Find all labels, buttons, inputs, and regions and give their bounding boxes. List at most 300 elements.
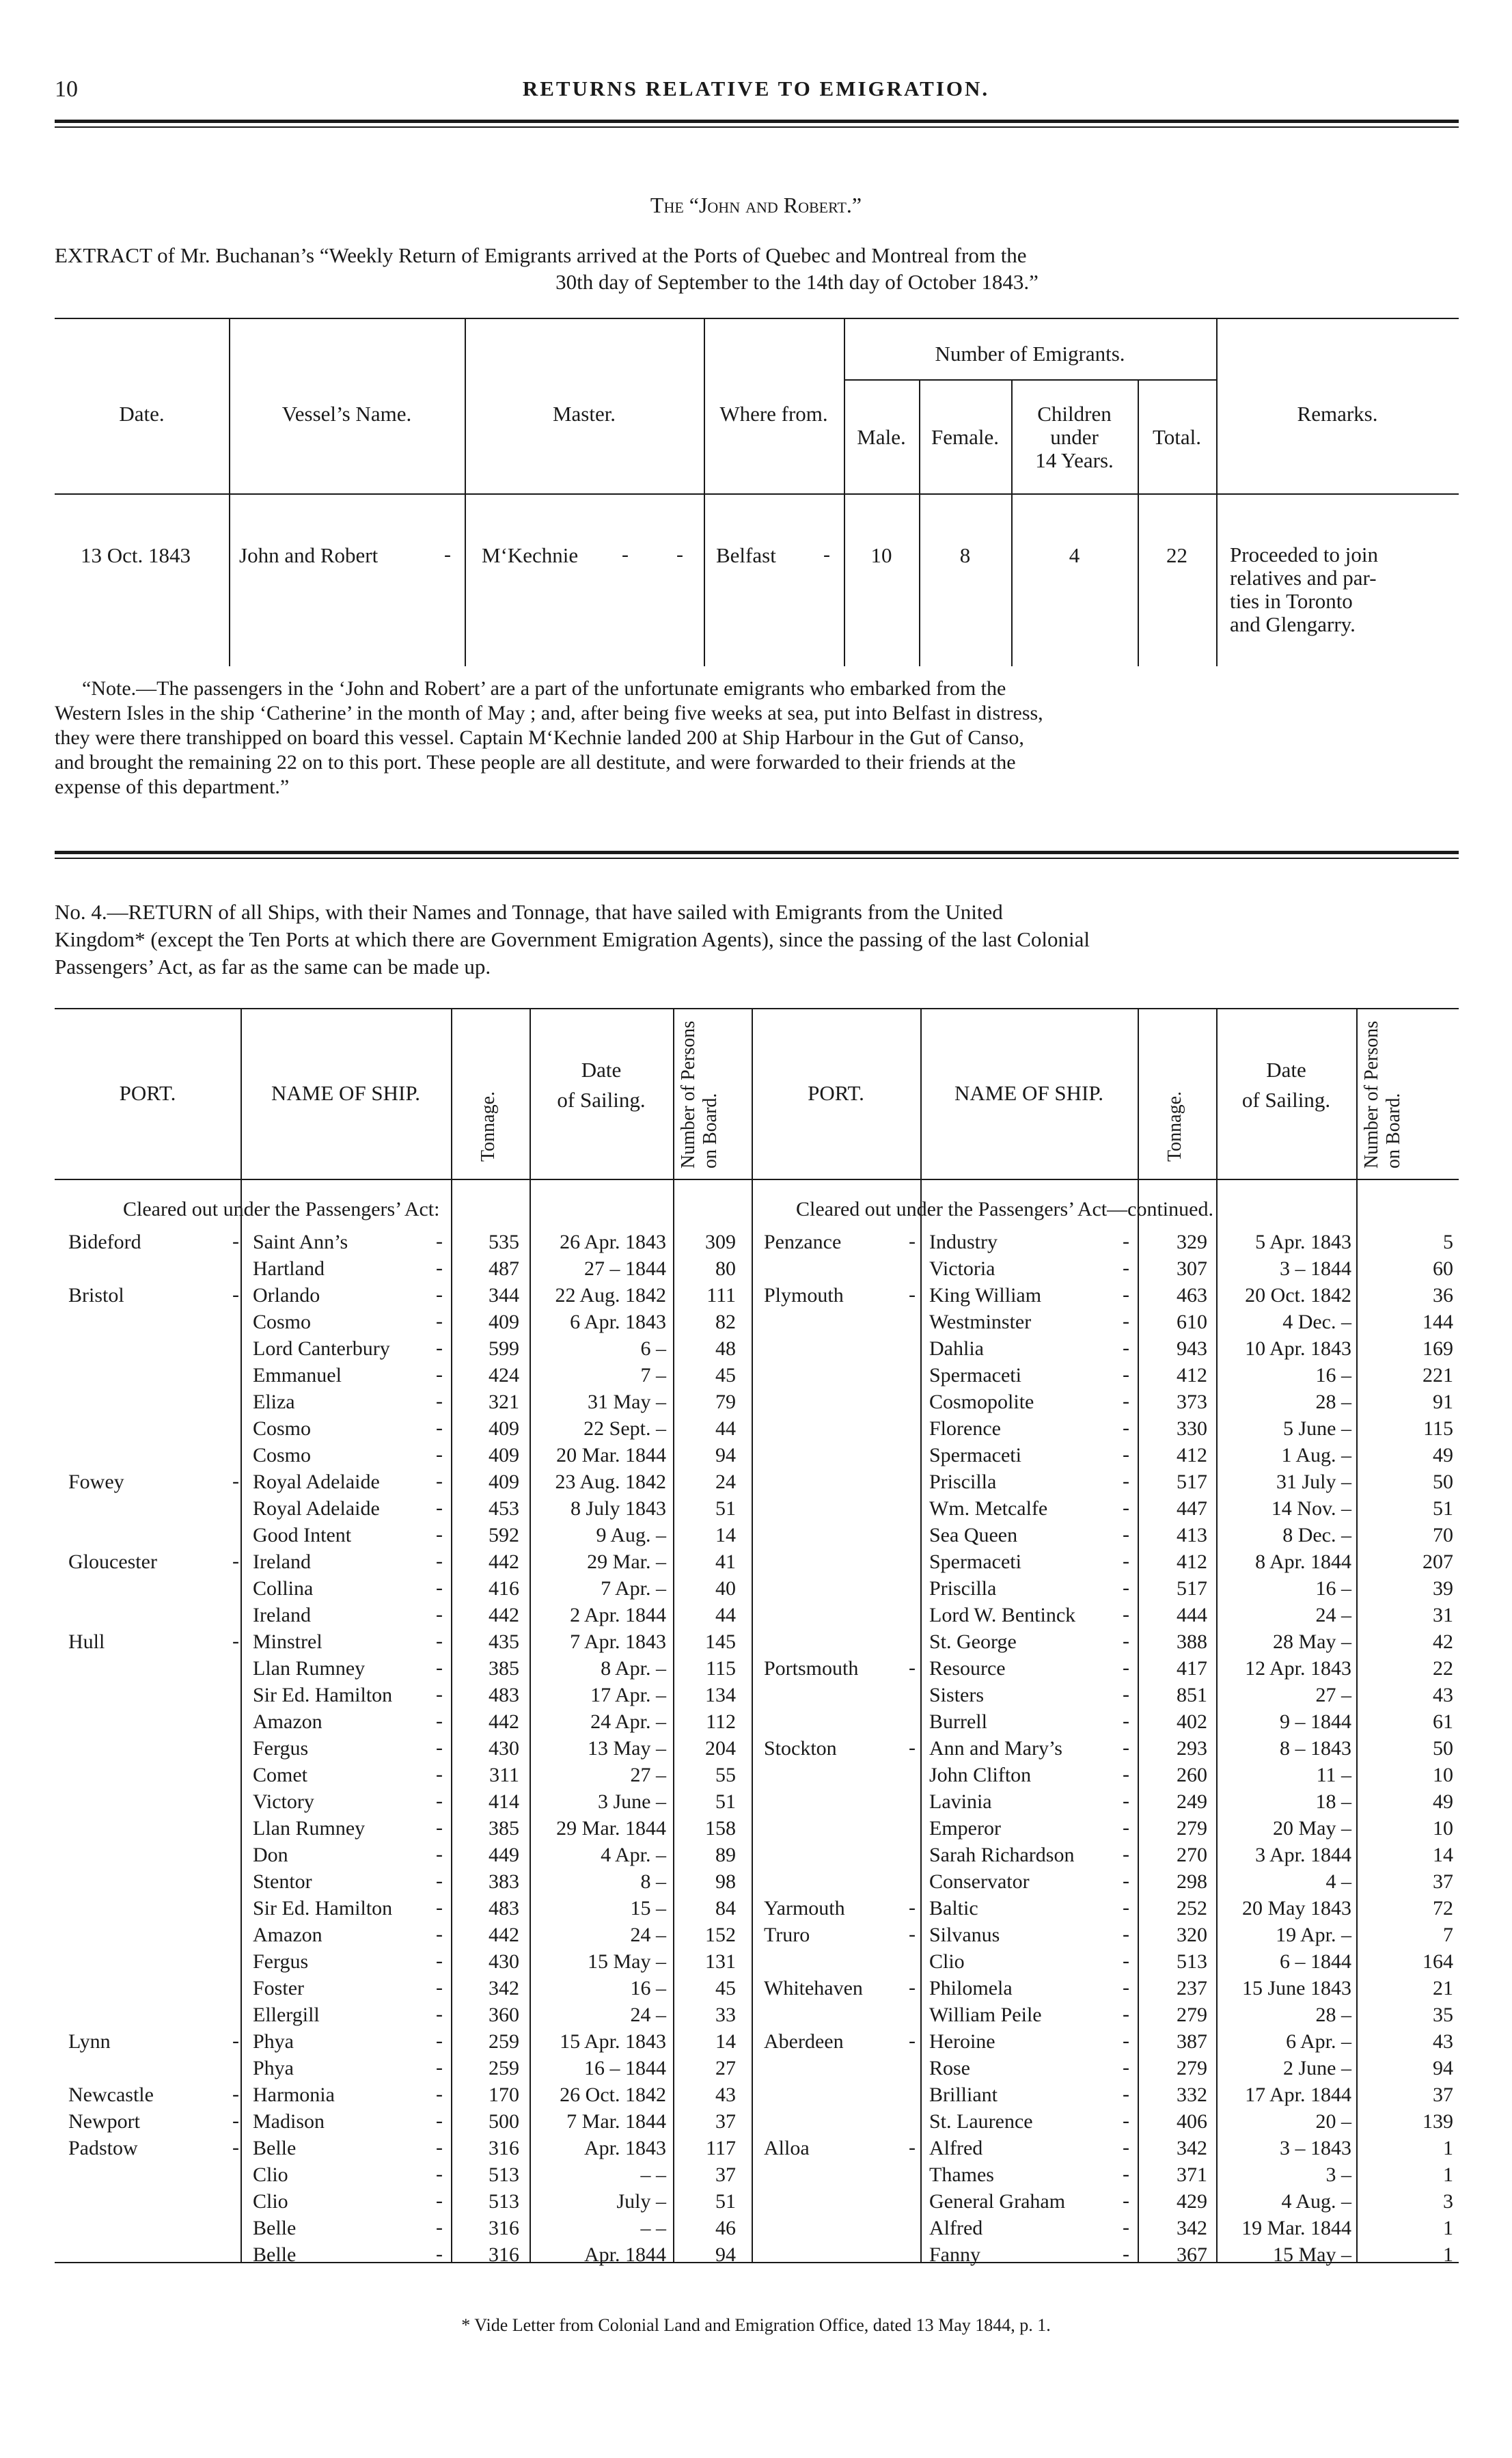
row-where-from: Belfast <box>716 543 776 567</box>
ship-name-cell: Phya <box>253 2030 294 2053</box>
leader-dash: - <box>1123 1656 1129 1679</box>
extract-line-2: 30th day of September to the 14th day of October 1843.” <box>555 270 1039 294</box>
page-number: 10 <box>55 77 78 102</box>
sailing-date-cell: 9 – 1844 <box>1280 1710 1351 1733</box>
sailing-date-cell: 20 Mar. 1844 <box>556 1444 666 1466</box>
sailing-date-cell: 2 Apr. 1844 <box>570 1604 666 1626</box>
sailing-date-cell: 9 Aug. – <box>596 1524 666 1546</box>
tonnage-cell: 430 <box>489 1737 519 1760</box>
persons-cell: 72 <box>1433 1897 1453 1920</box>
remarks-line: Proceeded to join <box>1230 543 1378 566</box>
leader-dash: - <box>232 2030 239 2052</box>
sailing-date-cell: 24 Apr. – <box>590 1710 666 1733</box>
sailing-date-cell: 31 July – <box>1276 1471 1351 1493</box>
leader-dash: - <box>909 1656 916 1679</box>
leader-dash: - <box>436 1630 443 1652</box>
sailing-date-cell: 17 Apr. 1844 <box>1245 2084 1351 2106</box>
tonnage-cell: 517 <box>1177 1471 1207 1493</box>
tonnage-cell: 388 <box>1177 1630 1207 1653</box>
persons-cell: 144 <box>1422 1311 1453 1333</box>
leader-dash: - <box>436 1230 443 1253</box>
sailing-date-cell: 16 – 1844 <box>584 2057 666 2079</box>
leader-dash: - <box>436 2030 443 2052</box>
port-cell: Padstow <box>68 2137 138 2159</box>
port-cell: Aberdeen <box>764 2030 844 2053</box>
leader-dash: - <box>436 1710 443 1732</box>
sailing-date-cell: 6 Apr. 1843 <box>570 1311 666 1333</box>
persons-cell: 45 <box>715 1977 736 1999</box>
persons-cell: 51 <box>715 1497 736 1520</box>
ship-name-cell: Priscilla <box>929 1577 997 1600</box>
row-total: 22 <box>1166 543 1187 567</box>
sailing-date-cell: 8 Dec. – <box>1282 1524 1351 1546</box>
footnote: * Vide Letter from Colonial Land and Emigration Office, dated 13 May 1844, p. 1. <box>461 2315 1051 2335</box>
leader-dash: - <box>1123 1896 1129 1919</box>
leader-dash: - <box>909 2030 916 2052</box>
header-rule-thin <box>55 126 1459 128</box>
leader-dash: - <box>1123 1790 1129 1812</box>
sailing-date-cell: 15 Apr. 1843 <box>560 2030 666 2053</box>
ship-name-cell: Ann and Mary’s <box>929 1737 1062 1760</box>
left-subheading: Cleared out under the Passengers’ Act: <box>123 1198 440 1220</box>
persons-cell: 207 <box>1422 1551 1453 1573</box>
ship-name-cell: Belle <box>253 2243 297 2266</box>
tonnage-cell: 463 <box>1177 1284 1207 1307</box>
persons-cell: 50 <box>1433 1737 1453 1760</box>
section-rule-thin <box>55 858 1459 859</box>
persons-cell: 131 <box>705 1950 736 1973</box>
leader-dash: - <box>1123 1683 1129 1706</box>
leader-dash: - <box>436 1656 443 1679</box>
tonnage-cell: 517 <box>1177 1577 1207 1600</box>
persons-cell: 10 <box>1433 1764 1453 1786</box>
col-divider <box>1138 379 1139 666</box>
note-line: they were there transhipped on board this vessel. Captain M‘Kechnie landed 200 at Ship Harbour in the Gut of Canso, <box>55 726 1024 749</box>
ship-name-cell: Heroine <box>929 2030 995 2053</box>
leader-dash: - <box>909 1896 916 1919</box>
leader-dash: - <box>909 1976 916 1999</box>
col-header-remarks: Remarks. <box>1297 402 1378 426</box>
leader-dash: - <box>1123 2109 1129 2132</box>
leader-dash: - <box>1123 1976 1129 1999</box>
persons-cell: 36 <box>1433 1284 1453 1307</box>
leader-dash: - <box>1123 1576 1129 1599</box>
ship-name-cell: Alfred <box>929 2217 983 2239</box>
note-line: expense of this department.” <box>55 776 290 798</box>
right-subheading: Cleared out under the Passengers’ Act—continued. <box>796 1198 1213 1220</box>
tonnage-cell: 430 <box>489 1950 519 1973</box>
persons-cell: 1 <box>1443 2163 1453 2186</box>
col-header-vessel: Vessel’s Name. <box>281 402 412 426</box>
ship-name-cell: Madison <box>253 2110 325 2133</box>
persons-cell: 94 <box>1433 2057 1453 2079</box>
port-cell: Bideford <box>68 1231 141 1253</box>
ship-name-cell: Sarah Richardson <box>929 1844 1075 1866</box>
persons-cell: 37 <box>715 2110 736 2133</box>
leader-dash: - <box>1123 1950 1129 1972</box>
leader-dash: - <box>232 2083 239 2105</box>
tonnage-cell: 237 <box>1177 1977 1207 1999</box>
leader-dash: - <box>436 1843 443 1866</box>
col-header-children: 14 Years. <box>1035 448 1114 472</box>
persons-cell: 35 <box>1433 2004 1453 2026</box>
tonnage-cell: 429 <box>1177 2190 1207 2213</box>
persons-cell: 89 <box>715 1844 736 1866</box>
remarks-line: ties in Toronto <box>1230 589 1353 613</box>
leader-dash: - <box>232 1283 239 1306</box>
tonnage-cell: 412 <box>1177 1364 1207 1387</box>
port-cell: Stockton <box>764 1737 837 1760</box>
leader-dash: - <box>436 1950 443 1972</box>
leader-dash: - <box>1123 1417 1129 1439</box>
col-divider <box>240 1008 242 2262</box>
tonnage-cell: 442 <box>489 1604 519 1626</box>
leader-dash: - <box>1123 1710 1129 1732</box>
persons-cell: 45 <box>715 1364 736 1387</box>
tonnage-cell: 344 <box>489 1284 519 1307</box>
leader-dash: - <box>1123 1843 1129 1866</box>
sailing-date-cell: 8 July 1843 <box>570 1497 666 1520</box>
tonnage-cell: 270 <box>1177 1844 1207 1866</box>
persons-cell: 309 <box>705 1231 736 1253</box>
persons-cell: 79 <box>715 1391 736 1413</box>
col-header-total: Total. <box>1152 425 1201 449</box>
sailing-date-cell: Apr. 1844 <box>584 2243 666 2266</box>
persons-cell: 1 <box>1443 2217 1453 2239</box>
tonnage-cell: 851 <box>1177 1684 1207 1706</box>
tonnage-cell: 385 <box>489 1817 519 1840</box>
persons-cell: 43 <box>1433 2030 1453 2053</box>
persons-cell: 111 <box>706 1284 736 1307</box>
sailing-date-cell: 3 Apr. 1844 <box>1255 1844 1351 1866</box>
persons-cell: 134 <box>705 1684 736 1706</box>
emigrants-sub-rule <box>844 379 1216 381</box>
tonnage-cell: 513 <box>489 2163 519 2186</box>
sailing-date-cell: 27 – <box>1315 1684 1351 1706</box>
port-cell: Newcastle <box>68 2084 154 2106</box>
leader-dash: - <box>436 2163 443 2185</box>
persons-cell: 70 <box>1433 1524 1453 1546</box>
ship-name-cell: Victoria <box>929 1257 995 1280</box>
leader-dash: - <box>232 1550 239 1572</box>
persons-cell: 14 <box>715 2030 736 2053</box>
sailing-date-cell: 6 Apr. – <box>1286 2030 1351 2053</box>
ship-name-cell: Royal Adelaide <box>253 1497 380 1520</box>
sailing-date-cell: 24 – <box>1315 1604 1351 1626</box>
header-rule <box>55 120 1459 123</box>
leader-dash: - <box>436 1283 443 1306</box>
sailing-date-cell: 20 May – <box>1273 1817 1351 1840</box>
persons-cell: 51 <box>715 1790 736 1813</box>
sailing-date-cell: 24 – <box>630 2004 666 2026</box>
persons-cell: 37 <box>1433 2084 1453 2106</box>
leader-dash: - <box>436 1550 443 1572</box>
tonnage-cell: 483 <box>489 1897 519 1920</box>
port-cell: Newport <box>68 2110 140 2133</box>
sailing-date-cell: 26 Apr. 1843 <box>560 1231 666 1253</box>
persons-cell: 1 <box>1443 2137 1453 2159</box>
leader-dash: - <box>436 1470 443 1492</box>
ship-name-cell: Baltic <box>929 1897 978 1920</box>
col-header-date: Date <box>1266 1058 1306 1082</box>
col-divider <box>920 1008 922 2262</box>
persons-cell: 14 <box>1433 1844 1453 1866</box>
sailing-date-cell: 15 May – <box>1273 2243 1351 2266</box>
ship-name-cell: Westminster <box>929 1311 1032 1333</box>
leader-dash: - <box>1123 2216 1129 2239</box>
ship-name-cell: Emmanuel <box>253 1364 342 1387</box>
tonnage-cell: 298 <box>1177 1870 1207 1893</box>
tonnage-cell: 316 <box>489 2217 519 2239</box>
leader-dash: - <box>436 1417 443 1439</box>
port-cell: Truro <box>764 1924 810 1946</box>
persons-cell: 139 <box>1422 2110 1453 2133</box>
leader-dash: - <box>436 1337 443 1359</box>
ship-name-cell: Eliza <box>253 1391 295 1413</box>
section-rule <box>55 851 1459 854</box>
leader-dash: - <box>1123 2189 1129 2212</box>
sailing-date-cell: 28 – <box>1315 2004 1351 2026</box>
row-children: 4 <box>1069 543 1080 567</box>
tonnage-cell: 259 <box>489 2057 519 2079</box>
leader-dash: - <box>436 1683 443 1706</box>
leader-dash: - <box>232 1230 239 1253</box>
persons-cell: 33 <box>715 2004 736 2026</box>
port-cell: Whitehaven <box>764 1977 863 1999</box>
sailing-date-cell: 16 – <box>1315 1364 1351 1387</box>
tonnage-cell: 442 <box>489 1551 519 1573</box>
persons-cell: 80 <box>715 1257 736 1280</box>
persons-cell: 49 <box>1433 1444 1453 1466</box>
persons-cell: 51 <box>715 2190 736 2213</box>
sailing-date-cell: 8 Apr. – <box>601 1657 666 1680</box>
tonnage-cell: 320 <box>1177 1924 1207 1946</box>
leader-dash: - <box>1123 1283 1129 1306</box>
sailing-date-cell: 5 Apr. 1843 <box>1255 1231 1351 1253</box>
tonnage-cell: 371 <box>1177 2163 1207 2186</box>
sailing-date-cell: 7 Mar. 1844 <box>566 2110 666 2133</box>
ship-name-cell: Burrell <box>929 1710 987 1733</box>
sailing-date-cell: 12 Apr. 1843 <box>1245 1657 1351 1680</box>
persons-cell: 51 <box>1433 1497 1453 1520</box>
tonnage-cell: 279 <box>1177 2057 1207 2079</box>
persons-cell: 3 <box>1443 2190 1453 2213</box>
sailing-date-cell: 4 Apr. – <box>601 1844 666 1866</box>
port-cell: Yarmouth <box>764 1897 845 1920</box>
tonnage-cell: 316 <box>489 2243 519 2266</box>
persons-cell: 94 <box>715 2243 736 2266</box>
persons-cell: 24 <box>715 1471 736 1493</box>
running-title: RETURNS RELATIVE TO EMIGRATION. <box>522 77 990 100</box>
tonnage-cell: 332 <box>1177 2084 1207 2106</box>
remarks-line: relatives and par- <box>1230 566 1377 590</box>
leader-dash: - <box>1123 1497 1129 1519</box>
leader-dash: - <box>436 1257 443 1279</box>
col-header-port: PORT. <box>808 1081 864 1105</box>
port-cell: Alloa <box>764 2137 810 2159</box>
sailing-date-cell: 13 May – <box>588 1737 666 1760</box>
leader-dash: - <box>436 1497 443 1519</box>
leader-dash: - <box>436 1976 443 1999</box>
tonnage-cell: 513 <box>489 2190 519 2213</box>
row-female: 8 <box>959 543 971 567</box>
persons-cell: 21 <box>1433 1977 1453 1999</box>
persons-cell: 42 <box>1433 1630 1453 1653</box>
persons-cell: 10 <box>1433 1817 1453 1840</box>
tonnage-cell: 307 <box>1177 1257 1207 1280</box>
port-cell: Penzance <box>764 1231 842 1253</box>
leader-dash: - <box>1123 1443 1129 1466</box>
extract-line-1: EXTRACT of Mr. Buchanan’s “Weekly Return of Emigrants arrived at the Ports of Quebec and Montreal from the <box>55 243 1027 267</box>
ship-name-cell: Belle <box>253 2137 297 2159</box>
persons-cell: 61 <box>1433 1710 1453 1733</box>
sailing-date-cell: 4 – <box>1325 1870 1351 1893</box>
row-master: M‘Kechnie <box>482 543 579 567</box>
ship-name-cell: Rose <box>929 2057 970 2079</box>
tonnage-cell: 385 <box>489 1657 519 1680</box>
leader-dash: - <box>232 1470 239 1492</box>
persons-cell: 164 <box>1422 1950 1453 1973</box>
leader-dash: - <box>1123 1310 1129 1333</box>
persons-cell: 44 <box>715 1604 736 1626</box>
tonnage-cell: 170 <box>489 2084 519 2106</box>
tonnage-cell: 414 <box>489 1790 519 1813</box>
sailing-date-cell: 20 May 1843 <box>1242 1897 1351 1920</box>
ship-name-cell: Ireland <box>253 1604 311 1626</box>
ship-name-cell: Industry <box>929 1231 998 1253</box>
tonnage-cell: 447 <box>1177 1497 1207 1520</box>
persons-cell: 145 <box>705 1630 736 1653</box>
row-vessel: John and Robert <box>239 543 379 567</box>
leader-dash: - <box>1123 1923 1129 1945</box>
leader-dash: - <box>436 1443 443 1466</box>
sailing-date-cell: 27 – <box>630 1764 666 1786</box>
ship-name-cell: Cosmo <box>253 1311 312 1333</box>
leader-dash: - <box>436 2216 443 2239</box>
leader-dash: - <box>232 1630 239 1652</box>
leader-dash: - <box>676 543 683 566</box>
leader-dash: - <box>909 1283 916 1306</box>
sailing-date-cell: 16 – <box>1315 1577 1351 1600</box>
ship-name-cell: Victory <box>253 1790 314 1813</box>
leader-dash: - <box>436 2243 443 2265</box>
tonnage-cell: 412 <box>1177 1551 1207 1573</box>
leader-dash: - <box>622 543 629 566</box>
tonnage-cell: 487 <box>489 1257 519 1280</box>
col-divider <box>1216 318 1218 666</box>
ship-name-cell: Orlando <box>253 1284 320 1307</box>
col-header-where-from: Where from. <box>719 402 828 426</box>
persons-cell: 43 <box>1433 1684 1453 1706</box>
persons-cell: 7 <box>1443 1924 1453 1946</box>
table-top-rule <box>55 1008 1459 1009</box>
leader-dash: - <box>436 1763 443 1786</box>
persons-cell: 5 <box>1443 1231 1453 1253</box>
table-top-rule <box>55 318 1459 319</box>
col-header-master: Master. <box>552 402 616 426</box>
sailing-date-cell: 17 Apr. – <box>590 1684 666 1706</box>
leader-dash: - <box>1123 1550 1129 1572</box>
ship-name-cell: Clio <box>253 2163 288 2186</box>
tonnage-cell: 409 <box>489 1417 519 1440</box>
persons-cell: 112 <box>706 1710 736 1733</box>
ship-name-cell: Sir Ed. Hamilton <box>253 1897 393 1920</box>
ship-name-cell: Hartland <box>253 1257 325 1280</box>
tonnage-cell: 342 <box>489 1977 519 1999</box>
sailing-date-cell: 8 – 1843 <box>1280 1737 1351 1760</box>
leader-dash: - <box>1123 1630 1129 1652</box>
tonnage-cell: 409 <box>489 1311 519 1333</box>
col-header-children: under <box>1050 425 1099 449</box>
ship-name-cell: Cosmo <box>253 1417 312 1440</box>
ship-name-cell: Harmonia <box>253 2084 335 2106</box>
leader-dash: - <box>1123 1363 1129 1386</box>
persons-cell: 221 <box>1422 1364 1453 1387</box>
ship-name-cell: Dahlia <box>929 1337 984 1360</box>
ship-name-cell: Alfred <box>929 2137 983 2159</box>
sailing-date-cell: 20 Oct. 1842 <box>1245 1284 1351 1307</box>
ship-name-cell: Lord Canterbury <box>253 1337 390 1360</box>
tonnage-cell: 409 <box>489 1444 519 1466</box>
ship-name-cell: Sir Ed. Hamilton <box>253 1684 393 1706</box>
persons-cell: 49 <box>1433 1790 1453 1813</box>
intro-line: Kingdom* (except the Ten Ports at which there are Government Emigration Agents), since the passing of the last Colonial <box>55 927 1090 951</box>
port-cell: Fowey <box>68 1471 124 1493</box>
persons-cell: 60 <box>1433 1257 1453 1280</box>
sailing-date-cell: 23 Aug. 1842 <box>555 1471 666 1493</box>
leader-dash: - <box>1123 1870 1129 1892</box>
col-header-female: Female. <box>931 425 999 449</box>
ship-name-cell: Emperor <box>929 1817 1001 1840</box>
leader-dash: - <box>436 1310 443 1333</box>
sailing-date-cell: 22 Sept. – <box>583 1417 666 1440</box>
persons-cell: 204 <box>705 1737 736 1760</box>
sailing-date-cell: 15 – <box>630 1897 666 1920</box>
persons-cell: 82 <box>715 1311 736 1333</box>
persons-cell: 115 <box>706 1657 736 1680</box>
col-divider <box>704 318 705 666</box>
note-line: “Note.—The passengers in the ‘John and Robert’ are a part of the unfortunate emigrants who embarked from the <box>82 677 1006 700</box>
tonnage-cell: 610 <box>1177 1311 1207 1333</box>
ship-name-cell: Cosmo <box>253 1444 312 1466</box>
leader-dash: - <box>436 1363 443 1386</box>
col-header-date: of Sailing. <box>1241 1088 1331 1112</box>
persons-cell: 91 <box>1433 1391 1453 1413</box>
sailing-date-cell: 22 Aug. 1842 <box>555 1284 666 1307</box>
persons-cell: 37 <box>715 2163 736 2186</box>
persons-cell: 43 <box>715 2084 736 2106</box>
tonnage-cell: 383 <box>489 1870 519 1893</box>
tonnage-cell: 342 <box>1177 2217 1207 2239</box>
persons-cell: 50 <box>1433 1471 1453 1493</box>
leader-dash: - <box>436 1390 443 1412</box>
leader-dash: - <box>436 2189 443 2212</box>
leader-dash: - <box>436 1576 443 1599</box>
sailing-date-cell: 20 – <box>1315 2110 1351 2133</box>
sailing-date-cell: 2 June – <box>1283 2057 1351 2079</box>
tonnage-cell: 500 <box>489 2110 519 2133</box>
sailing-date-cell: 18 – <box>1315 1790 1351 1813</box>
port-cell: Plymouth <box>764 1284 844 1307</box>
col-header-male: Male. <box>857 425 906 449</box>
tonnage-cell: 373 <box>1177 1391 1207 1413</box>
leader-dash: - <box>1123 1763 1129 1786</box>
table-header-rule <box>55 493 1459 495</box>
persons-cell: 37 <box>1433 1870 1453 1893</box>
tonnage-cell: 409 <box>489 1471 519 1493</box>
tonnage-cell: 435 <box>489 1630 519 1653</box>
ship-name-cell: Foster <box>253 1977 304 1999</box>
